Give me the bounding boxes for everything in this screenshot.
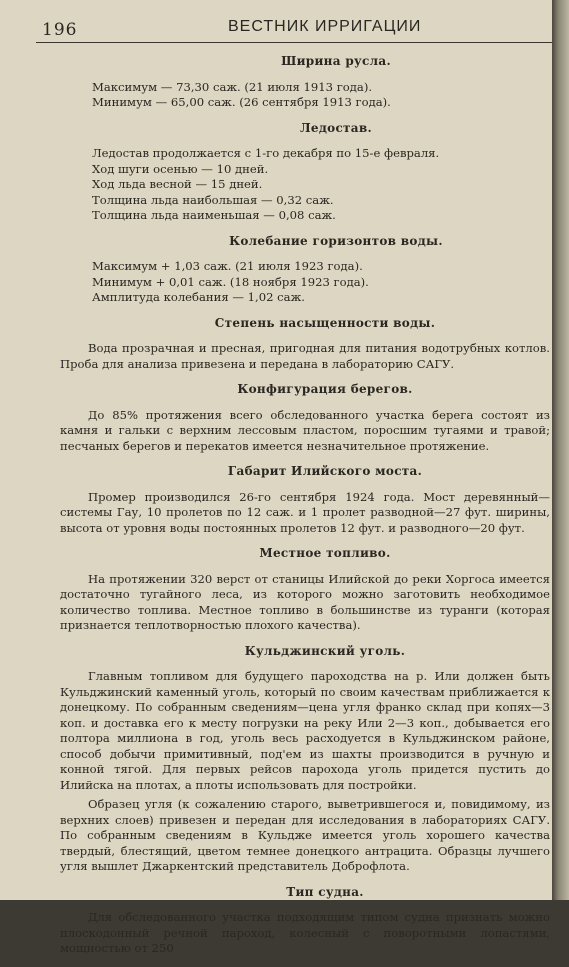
page-header (36, 16, 556, 43)
section-freeze-up (82, 121, 550, 224)
section-heading: Местное топливо. (259, 546, 391, 560)
paragraph: Главным топливом для будущего пароходства на р. Или должен быть Кульджинский каменный уголь, который по своим качествам приближается к донецкому. По собранным сведениям—цена угля франко склад при копях—3 коп. и доставка его к месту погрузки на реку Или 2—3 коп., добывается его полтора миллиона в год, уголь весь расходуется в Кульджинском районе, способ добычи примитивный, под'ем из шахты производится в ручную и конной тягой. Для первых рейсов парохода уголь придется пустить до Илийска на плотах, а плоты использовать для постройки. (60, 669, 550, 792)
section-heading: Степень насыщенности воды. (214, 315, 436, 330)
text-line: Максимум — 73,30 саж. (21 июля 1913 года). (92, 79, 373, 94)
text-line: Ход шуги осенью — 10 дней. (92, 161, 269, 176)
page-content (60, 50, 550, 967)
text-line: Амплитуда колебания — 1,02 саж. (92, 290, 305, 304)
text-line: Минимум — 65,00 саж. (26 сентября 1913 года). (92, 95, 391, 109)
page-edge (552, 0, 569, 900)
section-heading: Колебание горизонтов воды. (229, 233, 443, 248)
running-title: ВЕСТНИК ИРРИГАЦИИ (228, 18, 422, 35)
paragraph: До 85% протяжения всего обследованного участка берега состоят из камня и гальки с верхним лессовым пластом, поросшим тугаями и травой; песчаных берегов и перекатов имеется незначительное протяжение. (60, 407, 550, 453)
section-heading: Ширина русла. (281, 54, 391, 68)
paragraph: На протяжении 320 верст от станицы Илийской до реки Хоргоса имеется достаточно тугайного леса, из которого можно заготовить необходимое количество топлива. Местное топливо в большинстве из туранги (которая признается теплотворностью плохого качества). (60, 571, 550, 632)
text-line: Ход льда весной — 15 дней. (92, 177, 263, 191)
text-line: Толщина льда наибольшая — 0,32 саж. (92, 192, 334, 207)
paragraph: Для обследованного участка подходящим типом судна признать можно плоскодонный речной пароход, колесный с поворотными лопастями, мощностью от 250 (60, 910, 550, 955)
paragraph: Вода прозрачная и пресная, пригодная для питания водотрубных котлов. Проба для анализа привезена и передана в лабораторию САГУ. (60, 341, 550, 371)
text-line: Ледостав продолжается с 1-го декабря по 15-е февраля. (92, 146, 440, 160)
text-line: Максимум + 1,03 саж. (21 июля 1923 года). (92, 259, 363, 273)
page-number: 196 (42, 20, 78, 40)
section-heading: Габарит Илийского моста. (227, 464, 423, 478)
section-heading: Кульджинский уголь. (244, 643, 406, 658)
section-channel-width (82, 54, 550, 111)
text-line: Минимум + 0,01 саж. (18 ноября 1923 года). (92, 274, 369, 289)
text-line: Толщина льда наименьшая — 0,08 саж. (92, 208, 336, 222)
paragraph: Образец угля (к сожалению старого, выветрившегося и, повидимому, из верхних слоев) привезен и передан для исследования в лабораториях САГУ. По собранным сведениям в Кульдже имеется уголь хорошего качества твердый, блестящий, цветом темнее донецкого антрацита. Образцы лучшего угля вышлет Джаркентский представитель Доброфлота. (60, 797, 550, 873)
wide-text-column (60, 316, 550, 957)
paragraph: Промер производился 26-го сентября 1924 года. Мост деревянный—системы Гау, 10 пролетов по 12 саж. и 1 пролет разводной—27 фут. ширины, высота от уровня воды постоянных пролетов 12 фут. и разводного—20 фут. (60, 489, 550, 535)
section-water-levels (82, 234, 550, 306)
section-heading: Ледостав. (300, 120, 372, 135)
section-heading: Конфигурация берегов. (237, 382, 413, 396)
section-heading: Тип судна. (286, 884, 364, 899)
